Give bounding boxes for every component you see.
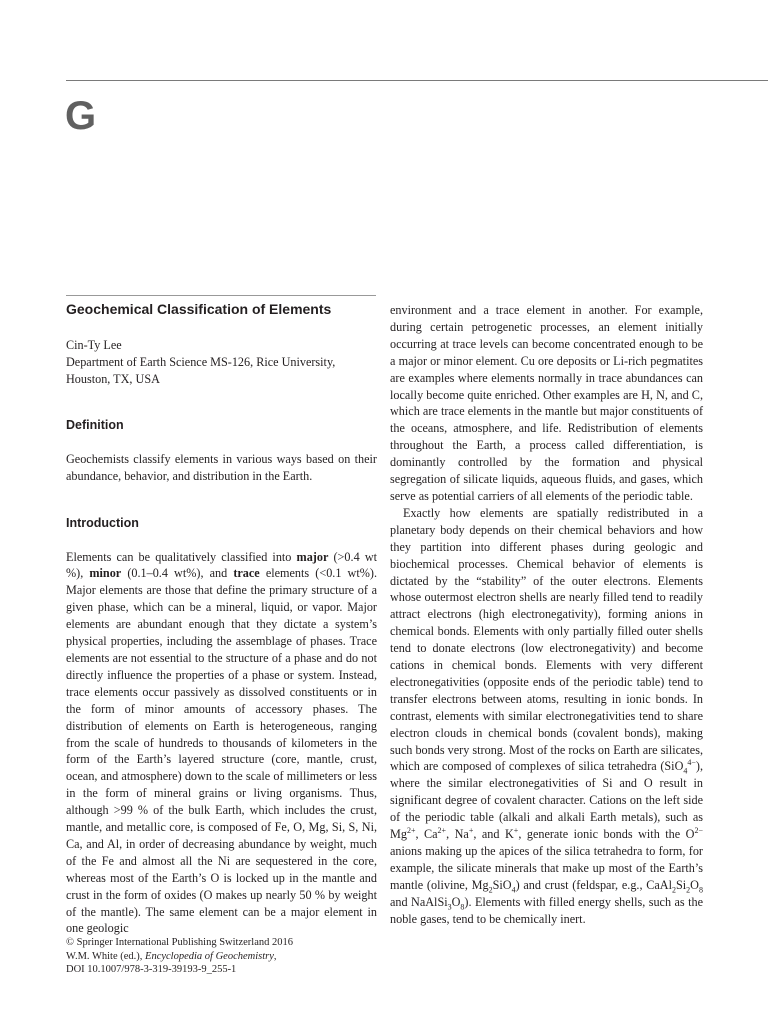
doi-line: DOI 10.1007/978-3-319-39193-9_255-1 [66, 964, 237, 975]
right-column [390, 302, 703, 928]
editor-line: W.M. White (ed.), Encyclopedia of Geochemistry, [66, 950, 277, 962]
introduction-heading: Introduction [66, 515, 139, 530]
introduction-paragraph: Elements can be qualitatively classified into major (>0.4 wt %), minor (0.1–0.4 wt%), and trace elements (<0.1 wt%). Major elements are those that define the primary structure of a given phase, which can be a mineral, liquid, or vapor. Major elements are abundant enough that they dictate a system’s physical properties, including the assemblage of phases. Trace elements are not essential to the structure of a phase and do not directly influence the properties of a phase or system. Instead, trace elements occur passively as dissolved constituents or in the form of minor amounts of accessory phases. The distribution of elements on Earth is heterogeneous, ranging from the scale of hundreds to thousands of kilometers in the form of the Earth’s layered structure (core, mantle, crust, ocean, and atmosphere) down to the scale of millimeters or less in the form of mineral grains or living organisms. Thus, although >99 % of the bulk Earth, which includes the crust, mantle, and metallic core, is composed of Fe, O, Mg, Si, S, Ni, Ca, and Al, in order of decreasing abundance by weight, much of the Fe and almost all the Ni are sequestered in the core, whereas most of the Earth’s O is locked up in the mantle and crust in the form of oxides (O makes up nearly 50 % by weight of the mantle). The same element can be a major element in one geologic [66, 549, 378, 936]
affiliation-line1: Department of Earth Science MS-126, Rice University, [66, 354, 336, 369]
top-rule [66, 80, 768, 81]
author-name: Cin-Ty Lee [66, 338, 122, 352]
definition-text: Geochemists classify elements in various ways based on their abundance, behavior, and distribution in the Earth. [66, 451, 377, 483]
chapter-letter: G [65, 94, 97, 138]
right-paragraph-1: environment and a trace element in another. For example, during certain petrogenetic processes, an element initially occurring at trace levels can become concentrated enough to be a major or minor element. Cu ore deposits or Li-rich pegmatites are examples where elements normally in trace abundances can locally become quite enriched. Other examples are H, N, and C, which are trace elements in the mantle but major constituents of the oceans, atmosphere, and life. Redistribution of elements throughout the Earth, a process called differentiation, is dominantly controlled by the formation and physical segregation of silicate liquids, aqueous fluids, and gases, which serve as potential carriers of all elements of the periodic table. [390, 303, 703, 503]
article-title: Geochemical Classification of Elements [66, 301, 332, 317]
column-rule [66, 295, 376, 296]
right-paragraph-2: Exactly how elements are spatially redistributed in a planetary body depends on their chemical behaviors and how they partition into different phases during geologic and biochemical processes. Chemical behavior of elements is dictated by the “stability” of the outer electrons. Elements whose outermost electron shells are nearly filled tend to readily attract electrons (high electronegativity), forming anions in chemical bonds. Elements with only partially filled outer shells tend to donate electrons (low electronegativity) and become cations in chemical bonds. Elements with very different electronegativities (opposite ends of the periodic table) tend to transfer electrons between atoms, resulting in ionic bonds. In contrast, elements with similar electronegativities tend to share electron clouds in chemical bonds (covalent bonds), making such bonds very strong. Most of the rocks on Earth are silicates, which are composed of complexes of silica tetrahedra (SiO$_4^{4-}$), where the similar electronegativities of Si and O result in significant degree of covalent character. Cations on the left side of the periodic table (alkali and alkali Earth metals), such as $Mg^{2+}$, $Ca^{2+}$, Na+, and K+, generate ionic bonds with the $O^{2-}$ anions making up the apices of the silica tetrahedra to form, for example, the silicate minerals that make up most of the Earth’s mantle (olivine, $Mg_2SiO_4$) and crust (feldspar, e.g., $CaAl_2Si_2O_8$ and $NaAlSi_3O_8$). Elements with filled energy shells, such as the noble gases, tend to be chemically inert. [390, 505, 703, 926]
left-column [66, 300, 377, 937]
affiliation-line2: Houston, TX, USA [66, 371, 160, 386]
footer [66, 936, 293, 977]
copyright-line: © Springer International Publishing Switzerland 2016 [66, 937, 293, 948]
definition-heading: Definition [66, 417, 124, 432]
